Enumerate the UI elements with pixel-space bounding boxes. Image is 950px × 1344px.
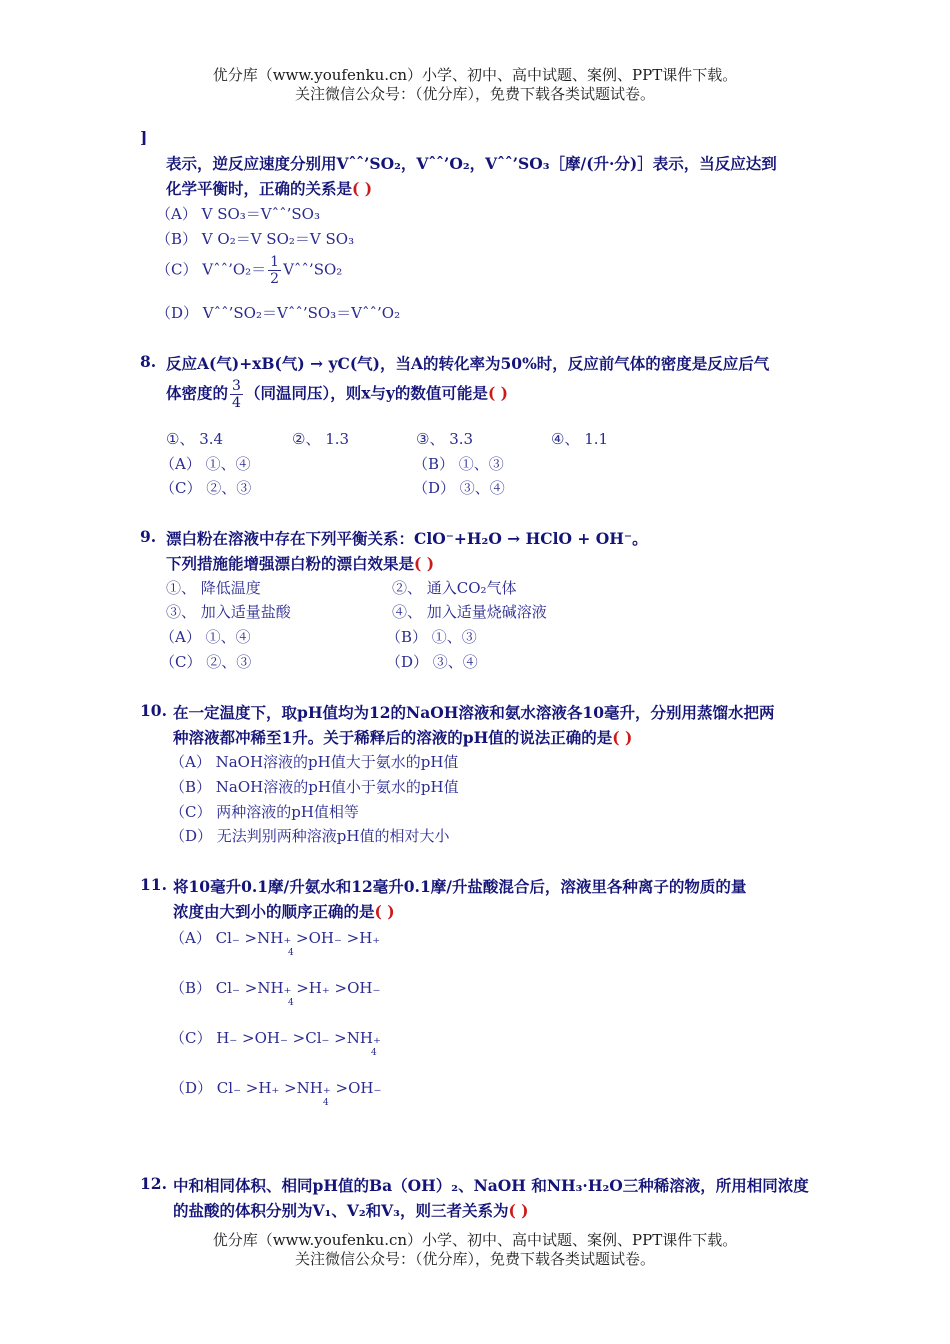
q8-choice-2: ②、 1.3 [292,430,350,448]
q8-choice-3: ③、 3.3 [416,430,474,448]
q7-option-c-pre: （C） Vˆˆ’O₂＝ [156,260,267,279]
q12-number: 12. [140,1174,167,1193]
q7-option-a: （A） V SO₃＝Vˆˆ’SO₃ [156,205,320,223]
q7-answer-paren: ( ) [352,179,373,198]
q11-option-c-subscript: 4 [371,1048,377,1058]
footer-line-2: 关注微信公众号：（优分库），免费下载各类试题试卷。 [294,1250,655,1268]
q11-option-a-subscript: 4 [288,948,294,958]
q11-option-b: （B） Cl₋ >NH₊ >H₊ >OH₋ [170,979,381,997]
q11-option-b-subscript: 4 [288,998,294,1008]
q10-stem-line-2 [173,726,632,748]
q9-option-d: （D） ③、④ [386,653,478,671]
q9-option-a: （A） ①、④ [160,628,251,646]
q11-option-c: （C） H₋ >OH₋ >Cl₋ >NH₊ [170,1029,381,1047]
q12-stem-line-2 [173,1199,529,1221]
q11-option-a: （A） Cl₋ >NH₊ >OH₋ >H₊ [170,929,381,947]
q8-fraction-numerator: 3 [232,378,241,394]
q10-number: 10. [140,701,167,720]
q9-choice-1: ①、 降低温度 [166,579,261,597]
q7-stem-line-2 [166,177,372,199]
q9-stem-line-2 [166,552,434,574]
q9-option-c: （C） ②、③ [160,653,252,671]
page-header [0,66,950,104]
q7-stem-line-1: 表示，逆反应速度分别用Vˆˆ’SO₂，Vˆˆ’O₂，Vˆˆ’SO₃［摩/(升·分)］表示，当反应达到 [166,154,777,173]
q11-answer-paren: ( ) [374,902,395,921]
q8-choice-1: ①、 3.4 [166,430,224,448]
q12-answer-paren: ( ) [508,1201,529,1220]
q9-choice-4: ④、 加入适量烧碱溶液 [392,603,547,621]
q10-stem-line-1: 在一定温度下，取pH值均为12的NaOH溶液和氨水溶液各10毫升，分别用蒸馏水把两 [173,703,775,722]
q11-option-d: （D） Cl₋ >H₊ >NH₊ >OH₋ [170,1079,382,1097]
q9-choice-2: ②、 通入CO₂气体 [392,579,517,597]
q11-option-d-subscript: 4 [323,1098,329,1108]
q9-answer-paren: ( ) [414,554,435,573]
q10-stem-text: 种溶液都冲稀至1升。关于稀释后的溶液的pH值的说法正确的是 [173,728,613,747]
q7-fraction [268,254,281,287]
q10-answer-paren: ( ) [612,728,633,747]
q8-option-a: （A） ①、④ [160,455,251,473]
header-line-2: 关注微信公众号：（优分库），免费下载各类试题试卷。 [294,85,655,103]
q8-option-b: （B） ①、③ [413,455,504,473]
q10-option-b: （B） NaOH溶液的pH值小于氨水的pH值 [170,778,459,796]
q8-fraction [230,378,243,411]
q8-stem-line-1: 反应A(气)+xB(气) → yC(气)，当A的转化率为50%时，反应前气体的密度是反应后气 [166,354,770,373]
q7-option-c-post: Vˆˆ’SO₂ [283,260,343,279]
q8-option-d: （D） ③、④ [413,479,505,497]
q7-bracket: ] [140,128,148,147]
q12-stem-line-1: 中和相同体积、相同pH值的Ba（OH）₂、NaOH 和NH₃·H₂O三种稀溶液，所用相同浓度 [173,1176,809,1195]
q11-stem-line-2 [173,900,395,922]
q8-fraction-denominator: 4 [232,395,241,411]
q7-fraction-numerator: 1 [270,254,280,270]
q8-stem-line-2 [166,378,508,411]
q9-stem-text: 下列措施能增强漂白粉的漂白效果是 [166,554,415,573]
q7-option-b: （B） V O₂＝V SO₂＝V SO₃ [156,230,355,248]
q8-stem-post: （同温同压），则x与y的数值可能是 [244,383,488,403]
q7-option-d: （D） Vˆˆ’SO₂＝Vˆˆ’SO₃＝Vˆˆ’O₂ [156,304,401,322]
page-footer [0,1231,950,1269]
q11-stem-text: 浓度由大到小的顺序正确的是 [173,902,375,921]
header-line-1: 优分库（www.youfenku.cn）小学、初中、高中试题、案例、PPT课件下载。 [212,66,738,84]
q8-choice-4: ④、 1.1 [551,430,609,448]
q9-stem-line-1: 漂白粉在溶液中存在下列平衡关系：ClO⁻+H₂O → HClO + OH⁻。 [166,529,648,548]
q9-choice-3: ③、 加入适量盐酸 [166,603,291,621]
q11-number: 11. [140,875,167,894]
q10-option-c: （C） 两种溶液的pH值相等 [170,803,359,821]
q8-answer-paren: ( ) [487,383,509,403]
q9-number: 9. [140,527,157,546]
q10-option-a: （A） NaOH溶液的pH值大于氨水的pH值 [170,753,459,771]
q7-stem-text: 化学平衡时，正确的关系是 [166,179,353,198]
q8-option-c: （C） ②、③ [160,479,252,497]
q11-stem-line-1: 将10毫升0.1摩/升氨水和12毫升0.1摩/升盐酸混合后，溶液里各种离子的物质的量 [173,877,747,896]
q9-option-b: （B） ①、③ [386,628,477,646]
q12-stem-text: 的盐酸的体积分别为V₁、V₂和V₃，则三者关系为 [173,1201,509,1220]
q8-stem-pre: 体密度的 [166,383,229,403]
q7-option-c [156,254,342,287]
q7-fraction-denominator: 2 [270,271,280,287]
footer-line-1: 优分库（www.youfenku.cn）小学、初中、高中试题、案例、PPT课件下载。 [212,1231,738,1249]
q10-option-d: （D） 无法判别两种溶液pH值的相对大小 [170,827,450,845]
q8-number: 8. [140,352,157,371]
